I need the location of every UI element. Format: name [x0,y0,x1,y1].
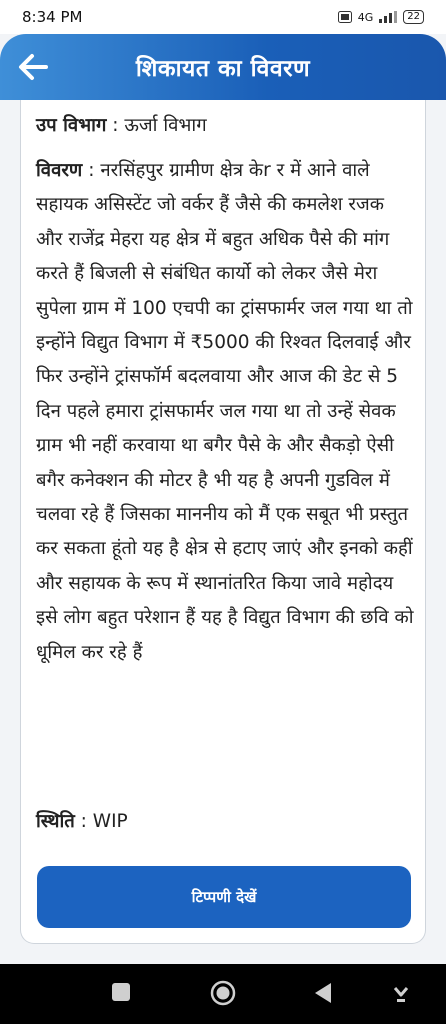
separator: : [112,115,119,136]
signal-icon [379,11,397,23]
description-block [36,154,414,670]
network-type: 4G [357,10,374,24]
recent-apps-button[interactable] [111,982,131,1006]
separator: : [88,160,95,181]
description-text: नरसिंहपुर ग्रामीण क्षेत्र केr र में आने वाले सहायक असिस्टेंट जो वर्कर हैं जैसे की कमलेश रजक और राजेंद्र मेहरा यह क्षेत्र में बहुत अधिक पैसे की मांग करते हैं बिजली से संबंधित कार्यो को लेकर जैसे मेरा सुपेला ग्राम में 100 एचपी का ट्रांसफार्मर जल गया था तो इन्होंने विद्युत विभाग में ₹5000 की रिश्वत दिलवाई और फिर उन्होंने ट्रांसफॉर्म बदलवाया और आज की डेट से 5 दिन पहले हमारा ट्रांसफार्मर जल गया था तो उन्हें सेवक ग्राम भी नहीं करवाया था बगैर पैसे के और सैकड़ो ऐसी बगैर कनेक्शन की मोटर है भी यह है अपनी गुडविल में चलवा रहे हैं जिसका माननीय को मैं एक सबूत भी प्रस्तुत कर सकता हूंतो यह है क्षेत्र से हटाए जाएं और इनको कहीं और सहायक के रूप में स्थानांतरित किया जावे महोदय इसे लोग बहुत परेशान हैं यह है विद्युत विभाग की छवि को धूमिल कर रहे हैं [36,160,414,663]
battery-indicator: 22 [403,10,424,24]
description-label: विवरण [36,160,83,181]
home-icon [210,980,236,1006]
sub-department-value: ऊर्जा विभाग [124,115,207,136]
status-time: 8:34 PM [22,8,83,26]
status-value: WIP [92,811,128,832]
system-nav-bar [0,964,446,1024]
status-row [36,808,128,833]
view-comments-button[interactable] [37,866,411,928]
app-header [0,34,446,100]
volte-icon [338,11,352,23]
recent-apps-icon [111,982,131,1002]
status-icons [338,10,424,24]
keyboard-hide-button[interactable] [392,984,410,1008]
back-nav-button[interactable] [313,982,333,1008]
back-button[interactable] [16,50,52,84]
status-label: स्थिति [36,811,75,832]
home-button[interactable] [210,980,236,1010]
sub-department-label: उप विभाग [36,115,107,136]
page-title: शिकायत का विवरण [135,56,311,82]
view-comments-label: टिप्पणी देखें [191,888,257,906]
separator: : [80,811,87,832]
status-bar [0,0,446,34]
keyboard-hide-icon [392,984,410,1004]
complaint-details-card [20,100,426,944]
back-triangle-icon [313,982,333,1004]
sub-department-row [36,112,207,137]
arrow-left-icon [16,50,52,84]
